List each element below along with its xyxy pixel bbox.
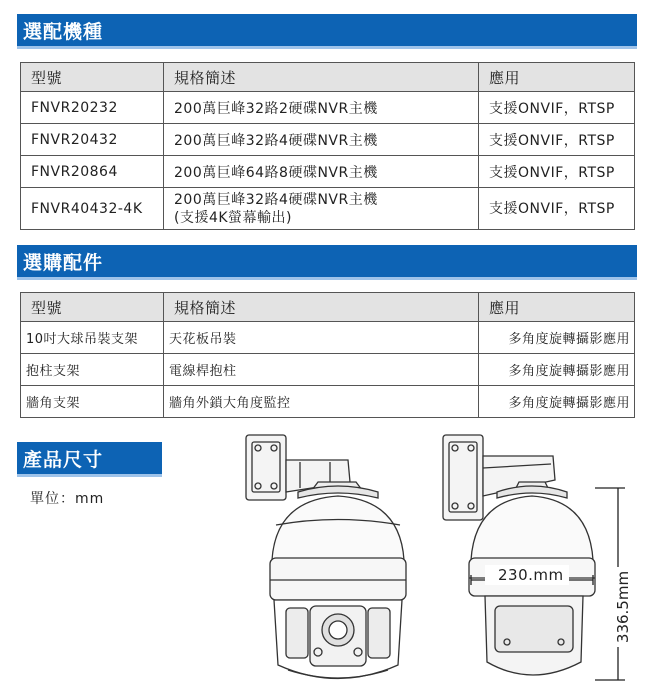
application-cell: 多角度旋轉攝影應用 (479, 322, 635, 354)
models-table-header (21, 63, 635, 92)
table-row (21, 124, 635, 156)
header-spec: 規格簡述 (164, 63, 479, 92)
dimensions-section-bar (17, 442, 162, 477)
spec-cell: 200萬巨峰32路2硬碟NVR主機 (164, 92, 479, 124)
table-row (21, 354, 635, 386)
models-section-bar (17, 14, 637, 49)
accessories-table-header (21, 293, 635, 322)
application-cell: 支援ONVIF，RTSP (479, 156, 635, 188)
table-row (21, 188, 635, 230)
model-cell: FNVR40432-4K (21, 188, 164, 230)
table-row (21, 156, 635, 188)
camera-front-view-diagram (238, 430, 418, 693)
spec-cell: 牆角外鎖大角度監控 (164, 386, 479, 418)
spec-cell: 200萬巨峰64路8硬碟NVR主機 (164, 156, 479, 188)
application-cell: 支援ONVIF，RTSP (479, 124, 635, 156)
spec-cell: 天花板吊裝 (164, 322, 479, 354)
spec-cell: 200萬巨峰32路4硬碟NVR主機 (支援4K螢幕輸出) (164, 188, 479, 230)
model-cell: 抱柱支架 (21, 354, 164, 386)
header-model: 型號 (21, 63, 164, 92)
model-cell: 牆角支架 (21, 386, 164, 418)
table-row (21, 322, 635, 354)
height-dimension-label: 336.5mm (614, 567, 632, 647)
model-cell: FNVR20232 (21, 92, 164, 124)
unit-label: 單位：mm (30, 491, 105, 507)
model-cell: FNVR20432 (21, 124, 164, 156)
table-row (21, 92, 635, 124)
application-cell: 多角度旋轉攝影應用 (479, 354, 635, 386)
spec-cell: 200萬巨峰32路4硬碟NVR主機 (164, 124, 479, 156)
dimensions-section-title: 產品尺寸 (23, 445, 103, 472)
accessories-section-bar (17, 245, 637, 280)
model-cell: FNVR20864 (21, 156, 164, 188)
camera-side-view-diagram (435, 430, 650, 693)
width-dimension-label: 230.mm (498, 566, 564, 584)
models-section-title: 選配機種 (23, 17, 103, 44)
model-cell: 10吋大球吊裝支架 (21, 322, 164, 354)
header-spec: 規格簡述 (164, 293, 479, 322)
table-row (21, 386, 635, 418)
accessories-table (20, 292, 635, 418)
accessories-section-title: 選購配件 (23, 248, 103, 275)
models-table (20, 62, 635, 230)
spec-cell: 電線桿抱柱 (164, 354, 479, 386)
application-cell: 支援ONVIF，RTSP (479, 188, 635, 230)
application-cell: 支援ONVIF，RTSP (479, 92, 635, 124)
application-cell: 多角度旋轉攝影應用 (479, 386, 635, 418)
header-application: 應用 (479, 63, 635, 92)
header-model: 型號 (21, 293, 164, 322)
header-application: 應用 (479, 293, 635, 322)
